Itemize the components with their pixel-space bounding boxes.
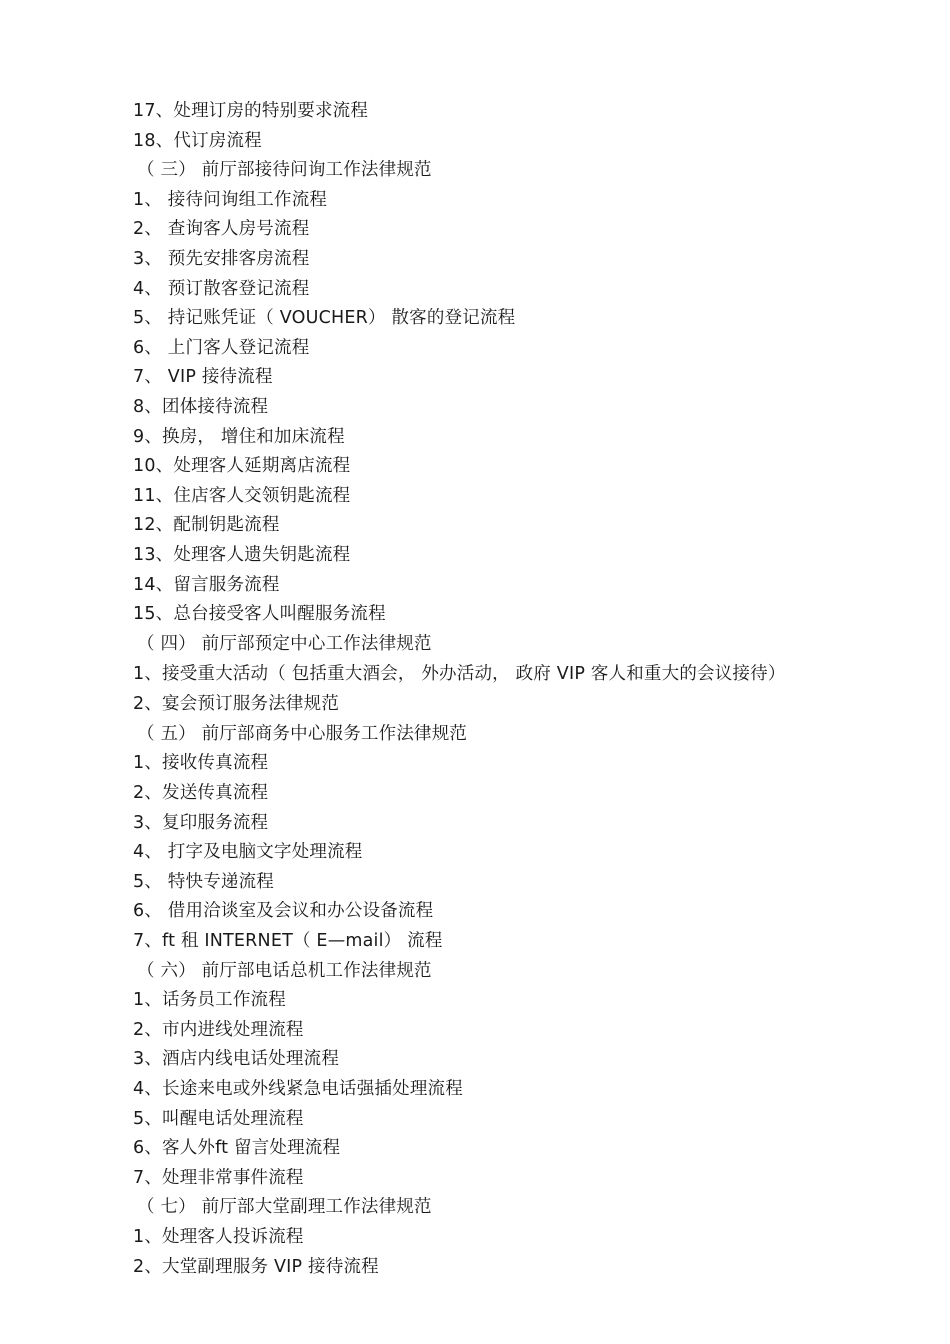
section-heading: （ 七） 前厅部大堂副理工作法律规范 [137, 1197, 432, 1218]
list-item: 7、 VIP 接待流程 [133, 367, 273, 388]
list-item: 14、留言服务流程 [133, 574, 280, 595]
document-body [133, 97, 823, 1282]
list-item: 17、处理订房的特别要求流程 [133, 101, 369, 121]
list-item: 6、 借用洽谈室及会议和办公设备流程 [133, 901, 434, 922]
list-item: 2、 查询客人房号流程 [133, 219, 310, 240]
list-item: 1、接受重大活动（ 包括重大酒会， 外办活动， 政府 VIP 客人和重大的会议接待） [133, 664, 786, 685]
section-heading: （ 三） 前厅部接待问询工作法律规范 [137, 160, 432, 181]
list-item: 10、处理客人延期离店流程 [133, 456, 351, 477]
list-item: 1、话务员工作流程 [133, 990, 286, 1011]
list-item: 7、处理非常事件流程 [133, 1167, 304, 1188]
list-item: 5、 持记账凭证（ VOUCHER） 散客的登记流程 [133, 308, 516, 329]
list-item: 5、叫醒电话处理流程 [133, 1108, 304, 1129]
list-item: 2、大堂副理服务 VIP 接待流程 [133, 1256, 379, 1277]
list-item: 4、 打字及电脑文字处理流程 [133, 842, 363, 863]
list-item: 2、发送传真流程 [133, 783, 269, 804]
list-item: 6、 上门客人登记流程 [133, 337, 310, 358]
list-item: 6、客人外ft 留言处理流程 [133, 1138, 341, 1159]
list-item: 11、住店客人交领钥匙流程 [133, 485, 351, 506]
list-item: 1、 接待问询组工作流程 [133, 189, 328, 210]
list-item: 3、 预先安排客房流程 [133, 248, 310, 269]
list-item: 13、处理客人遗失钥匙流程 [133, 544, 351, 565]
list-item: 3、酒店内线电话处理流程 [133, 1049, 340, 1070]
list-item: 3、复印服务流程 [133, 812, 269, 833]
list-item: 15、总台接受客人叫醒服务流程 [133, 604, 386, 625]
list-item: 1、处理客人投诉流程 [133, 1226, 304, 1247]
list-item: 18、代订房流程 [133, 130, 262, 151]
section-heading: （ 五） 前厅部商务中心服务工作法律规范 [137, 723, 468, 744]
list-item: 7、ft 租 INTERNET（ E—mail） 流程 [133, 931, 443, 952]
list-item: 12、配制钥匙流程 [133, 515, 280, 536]
list-item: 5、 特快专递流程 [133, 871, 274, 892]
list-item: 8、团体接待流程 [133, 396, 269, 417]
section-heading: （ 四） 前厅部预定中心工作法律规范 [137, 633, 432, 654]
section-heading: （ 六） 前厅部电话总机工作法律规范 [137, 960, 432, 981]
list-item: 2、宴会预订服务法律规范 [133, 694, 340, 715]
list-item: 1、接收传真流程 [133, 753, 269, 774]
list-item: 4、 预订散客登记流程 [133, 278, 310, 299]
list-item: 2、市内进线处理流程 [133, 1019, 304, 1040]
list-item: 9、换房， 增住和加床流程 [133, 426, 345, 447]
list-item: 4、长途来电或外线紧急电话强插处理流程 [133, 1079, 463, 1099]
